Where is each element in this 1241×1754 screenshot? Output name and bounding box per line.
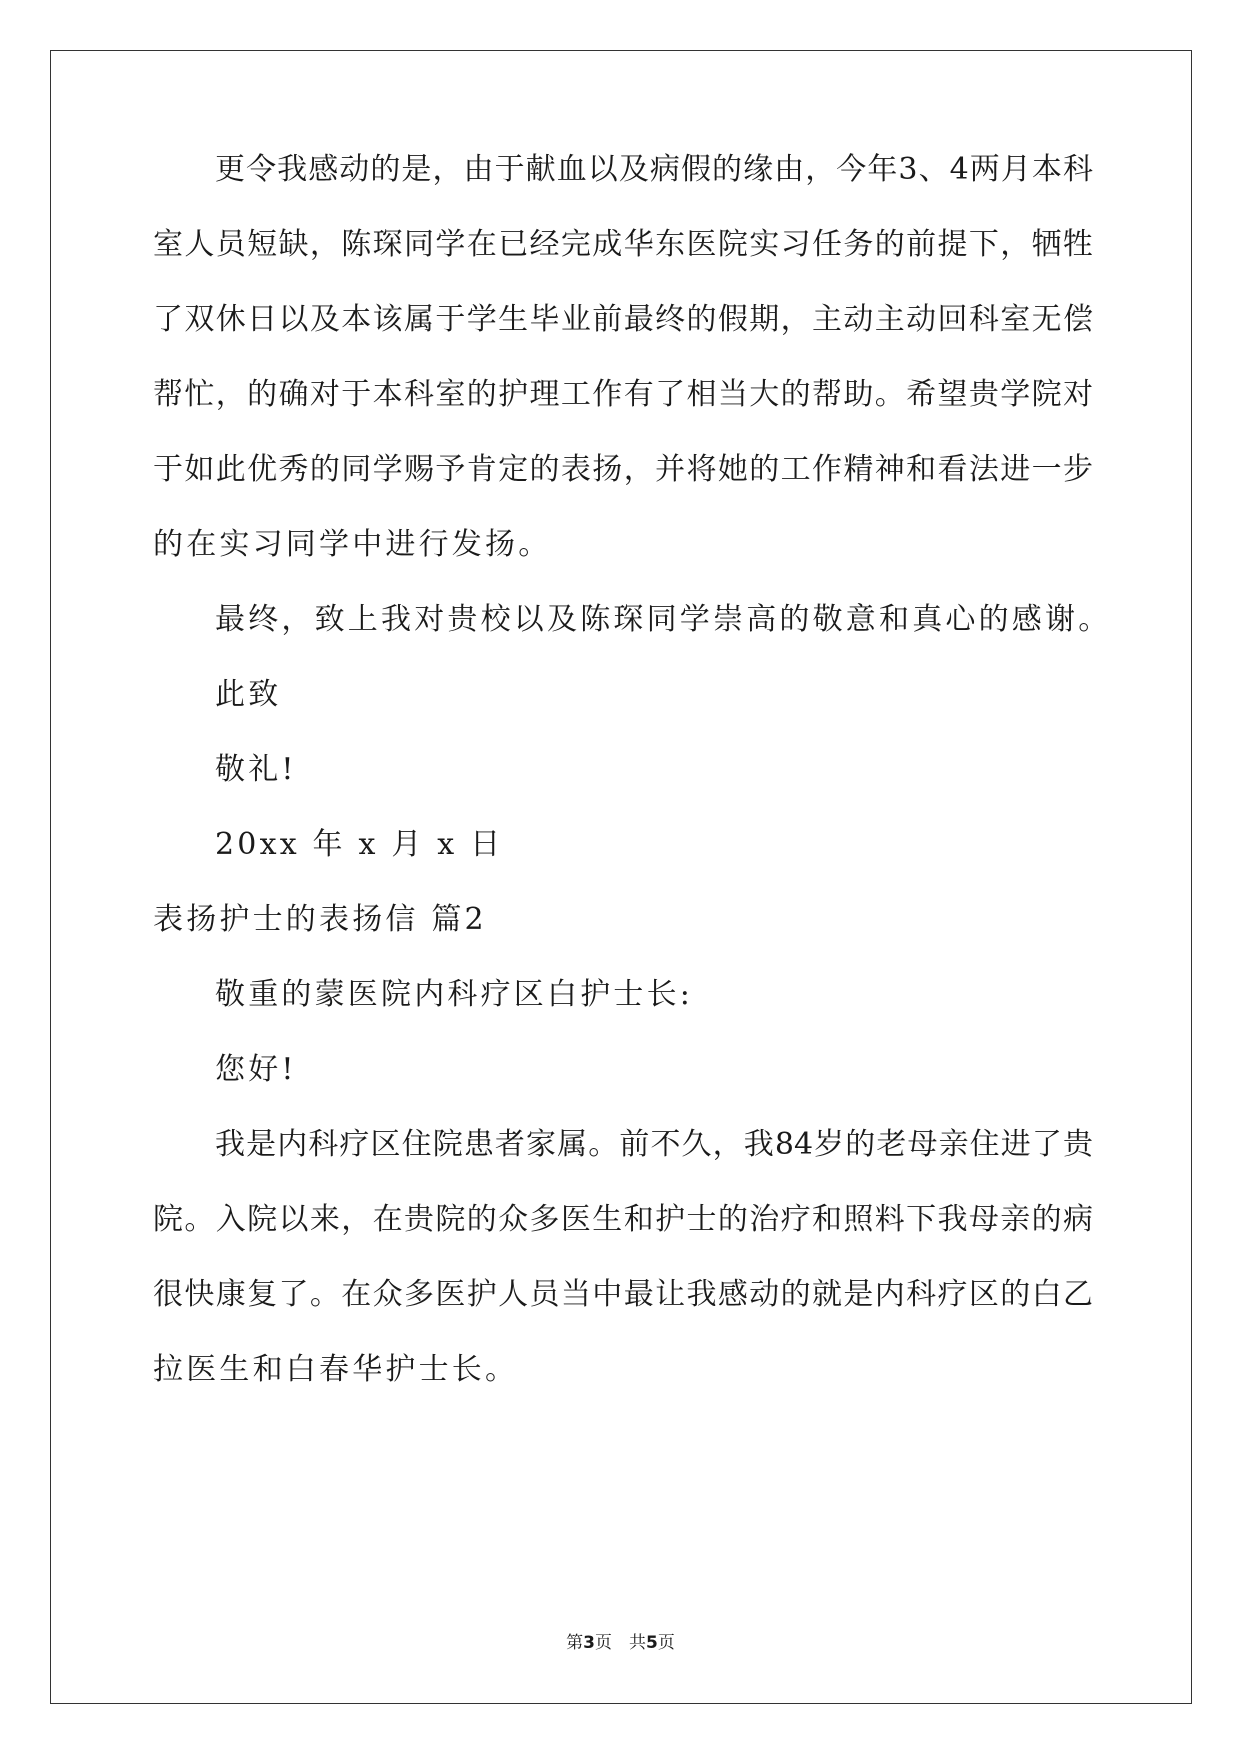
- salutation: 此致: [215, 677, 282, 712]
- regards: 敬礼!: [215, 752, 297, 787]
- greeting: 您好!: [215, 1052, 297, 1087]
- paragraph-1-line-6: 的在实习同学中进行发扬。: [153, 527, 552, 562]
- paragraph-1-line-5: 于如此优秀的同学赐予肯定的表扬，并将她的工作精神和看法进一步: [153, 452, 1093, 487]
- addressee: 敬重的蒙医院内科疗区白护士长:: [215, 977, 694, 1012]
- paragraph-2-line-4: 拉医生和白春华护士长。: [153, 1352, 519, 1387]
- paragraph-1-line-3: 了双休日以及本该属于学生毕业前最终的假期，主动主动回科室无偿: [153, 302, 1093, 337]
- paragraph-1-line-4: 帮忙，的确对于本科室的护理工作有了相当大的帮助。希望贵学院对: [153, 377, 1093, 412]
- page-prefix: 第: [566, 1633, 584, 1653]
- paragraph-1-line-2: 室人员短缺，陈琛同学在已经完成华东医院实习任务的前提下，牺牲: [153, 227, 1093, 262]
- paragraph-2-line-1: 我是内科疗区住院患者家属。前不久，我84岁的老母亲住进了贵: [215, 1127, 1093, 1162]
- page-suffix: 页: [657, 1633, 675, 1653]
- paragraph-2-line-3: 很快康复了。在众多医护人员当中最让我感动的就是内科疗区的白乙: [153, 1277, 1093, 1312]
- page-footer: [0, 1632, 1241, 1654]
- section-title: 表扬护士的表扬信 篇2: [153, 902, 487, 937]
- total-pages-number: 5: [646, 1633, 658, 1653]
- closing-line: 最终，致上我对贵校以及陈琛同学崇高的敬意和真心的感谢。: [215, 602, 1112, 637]
- paragraph-1-line-1: 更令我感动的是，由于献血以及病假的缘由，今年3、4两月本科: [215, 152, 1093, 187]
- page-mid: 页 共: [595, 1633, 646, 1653]
- current-page-number: 3: [583, 1633, 595, 1653]
- page-border: [50, 50, 1192, 1704]
- paragraph-2-line-2: 院。入院以来，在贵院的众多医生和护士的治疗和照料下我母亲的病: [153, 1202, 1093, 1237]
- date: 20xx 年 x 月 x 日: [215, 827, 504, 862]
